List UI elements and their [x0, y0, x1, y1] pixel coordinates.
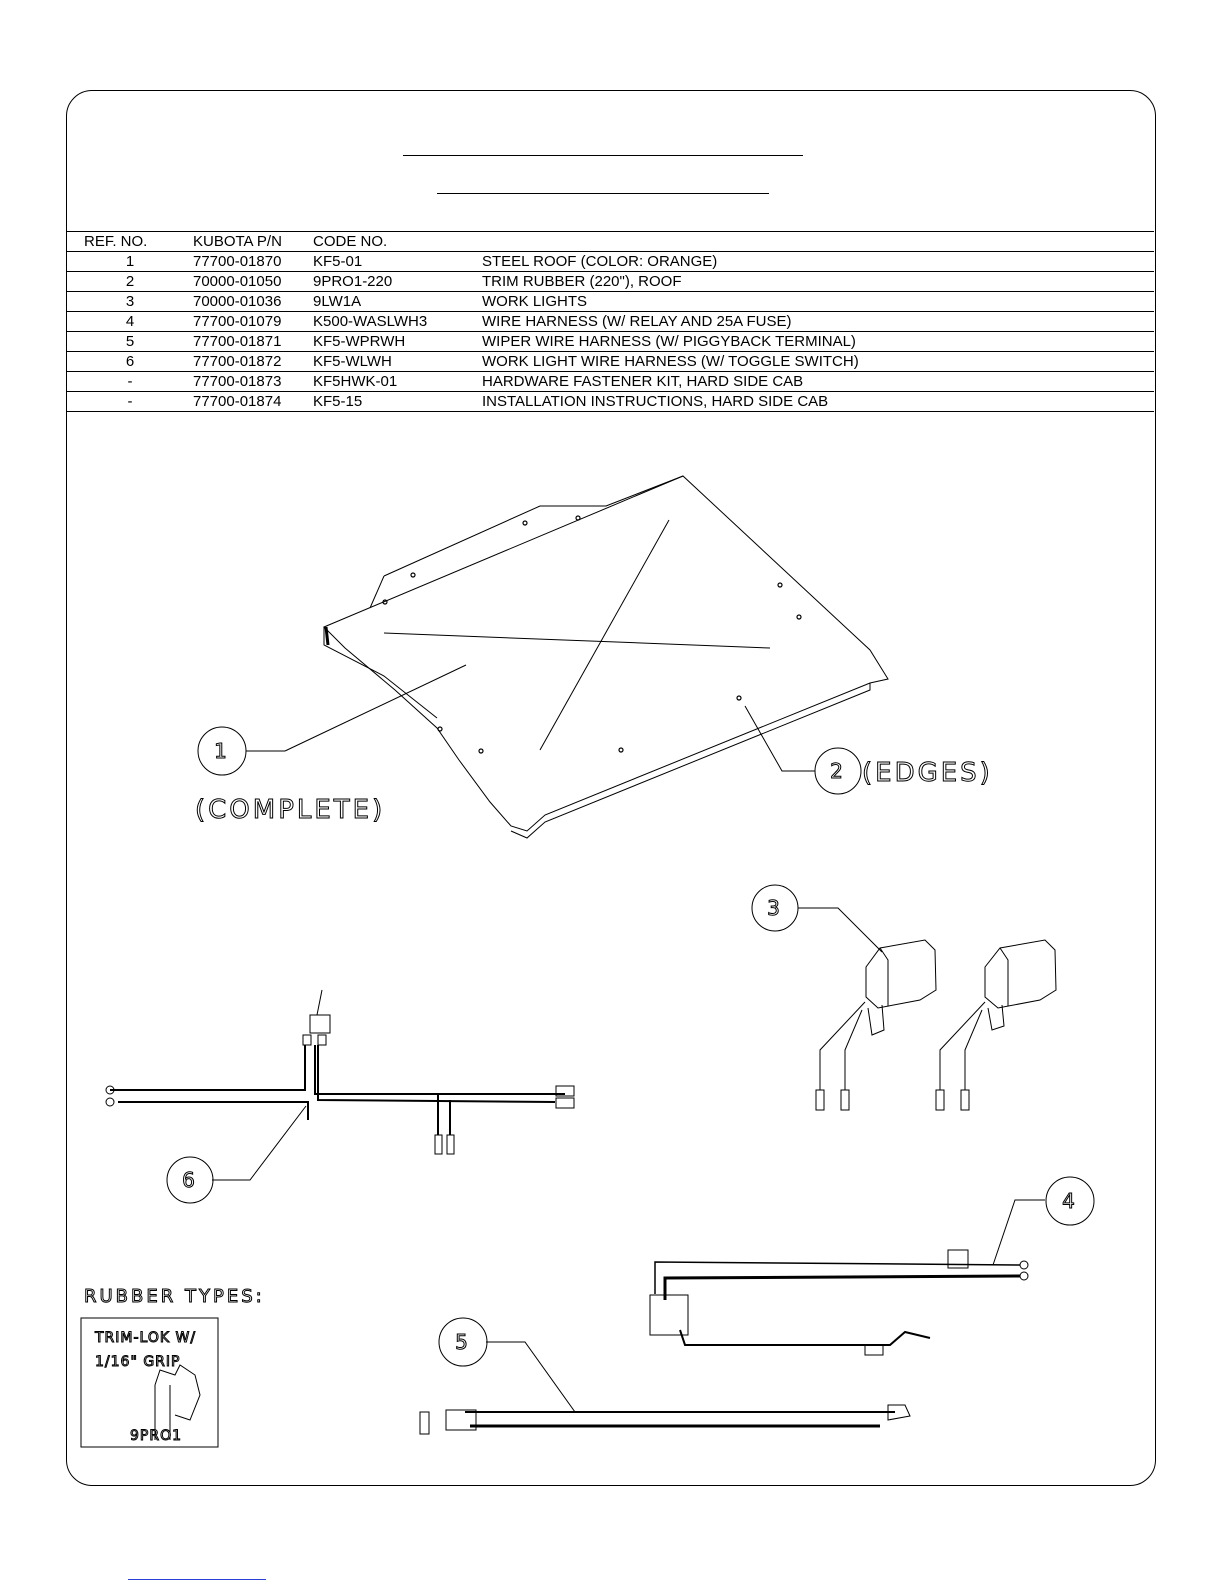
- cell-kubota-pn: 70000-01050: [193, 272, 313, 292]
- cell-ref-no: 5: [67, 332, 193, 352]
- cell-description: WIPER WIRE HARNESS (W/ PIGGYBACK TERMINAL): [482, 332, 1154, 352]
- cell-description: HARDWARE FASTENER KIT, HARD SIDE CAB: [482, 372, 1154, 392]
- callout-1-number: 1: [214, 739, 230, 763]
- cell-kubota-pn: 77700-01873: [193, 372, 313, 392]
- header-kubota-pn: KUBOTA P/N: [193, 232, 313, 252]
- work-lights-drawing: [752, 885, 1056, 1110]
- cell-code-no: KF5HWK-01: [313, 372, 482, 392]
- relay-wire-harness-drawing: [650, 1177, 1094, 1355]
- cell-description: INSTALLATION INSTRUCTIONS, HARD SIDE CAB: [482, 392, 1154, 412]
- rubber-code: 9PRO1: [130, 1428, 183, 1444]
- cell-code-no: KF5-WPRWH: [313, 332, 482, 352]
- callout-1-note: (COMPLETE): [195, 795, 386, 825]
- cell-description: WORK LIGHTS: [482, 292, 1154, 312]
- cell-code-no: 9PRO1-220: [313, 272, 482, 292]
- header-ref-no: REF. NO.: [67, 232, 193, 252]
- cell-kubota-pn: 77700-01870: [193, 252, 313, 272]
- cell-code-no: KF5-15: [313, 392, 482, 412]
- cell-code-no: K500-WASLWH3: [313, 312, 482, 332]
- work-light-harness-drawing: [106, 990, 574, 1203]
- cell-kubota-pn: 77700-01871: [193, 332, 313, 352]
- rubber-line-1: TRIM-LOK W/: [95, 1330, 197, 1346]
- cell-description: TRIM RUBBER (220"), ROOF: [482, 272, 1154, 292]
- cell-ref-no: 3: [67, 292, 193, 312]
- bottom-link-underline: [128, 1579, 266, 1580]
- rubber-line-2: 1/16" GRIP: [95, 1354, 181, 1370]
- cell-code-no: KF5-WLWH: [313, 352, 482, 372]
- callout-2-number: 2: [830, 759, 846, 783]
- cell-ref-no: -: [67, 392, 193, 412]
- cell-kubota-pn: 70000-01036: [193, 292, 313, 312]
- cell-description: WORK LIGHT WIRE HARNESS (W/ TOGGLE SWITCH): [482, 352, 1154, 372]
- cell-ref-no: 6: [67, 352, 193, 372]
- cell-code-no: KF5-01: [313, 252, 482, 272]
- cell-ref-no: -: [67, 372, 193, 392]
- cell-description: WIRE HARNESS (W/ RELAY AND 25A FUSE): [482, 312, 1154, 332]
- callout-3-number: 3: [767, 896, 783, 920]
- cell-ref-no: 4: [67, 312, 193, 332]
- cell-description: STEEL ROOF (COLOR: ORANGE): [482, 252, 1154, 272]
- callout-4-number: 4: [1062, 1189, 1078, 1213]
- cell-kubota-pn: 77700-01079: [193, 312, 313, 332]
- rubber-types-heading: RUBBER TYPES:: [84, 1286, 265, 1307]
- callout-6-number: 6: [182, 1168, 198, 1192]
- steel-roof-drawing: [285, 476, 888, 838]
- cell-ref-no: 2: [67, 272, 193, 292]
- callout-5-number: 5: [455, 1330, 471, 1354]
- cell-kubota-pn: 77700-01874: [193, 392, 313, 412]
- cell-kubota-pn: 77700-01872: [193, 352, 313, 372]
- cell-ref-no: 1: [67, 252, 193, 272]
- callout-2-note: (EDGES): [862, 758, 993, 788]
- cell-code-no: 9LW1A: [313, 292, 482, 312]
- header-code-no: CODE NO.: [313, 232, 482, 252]
